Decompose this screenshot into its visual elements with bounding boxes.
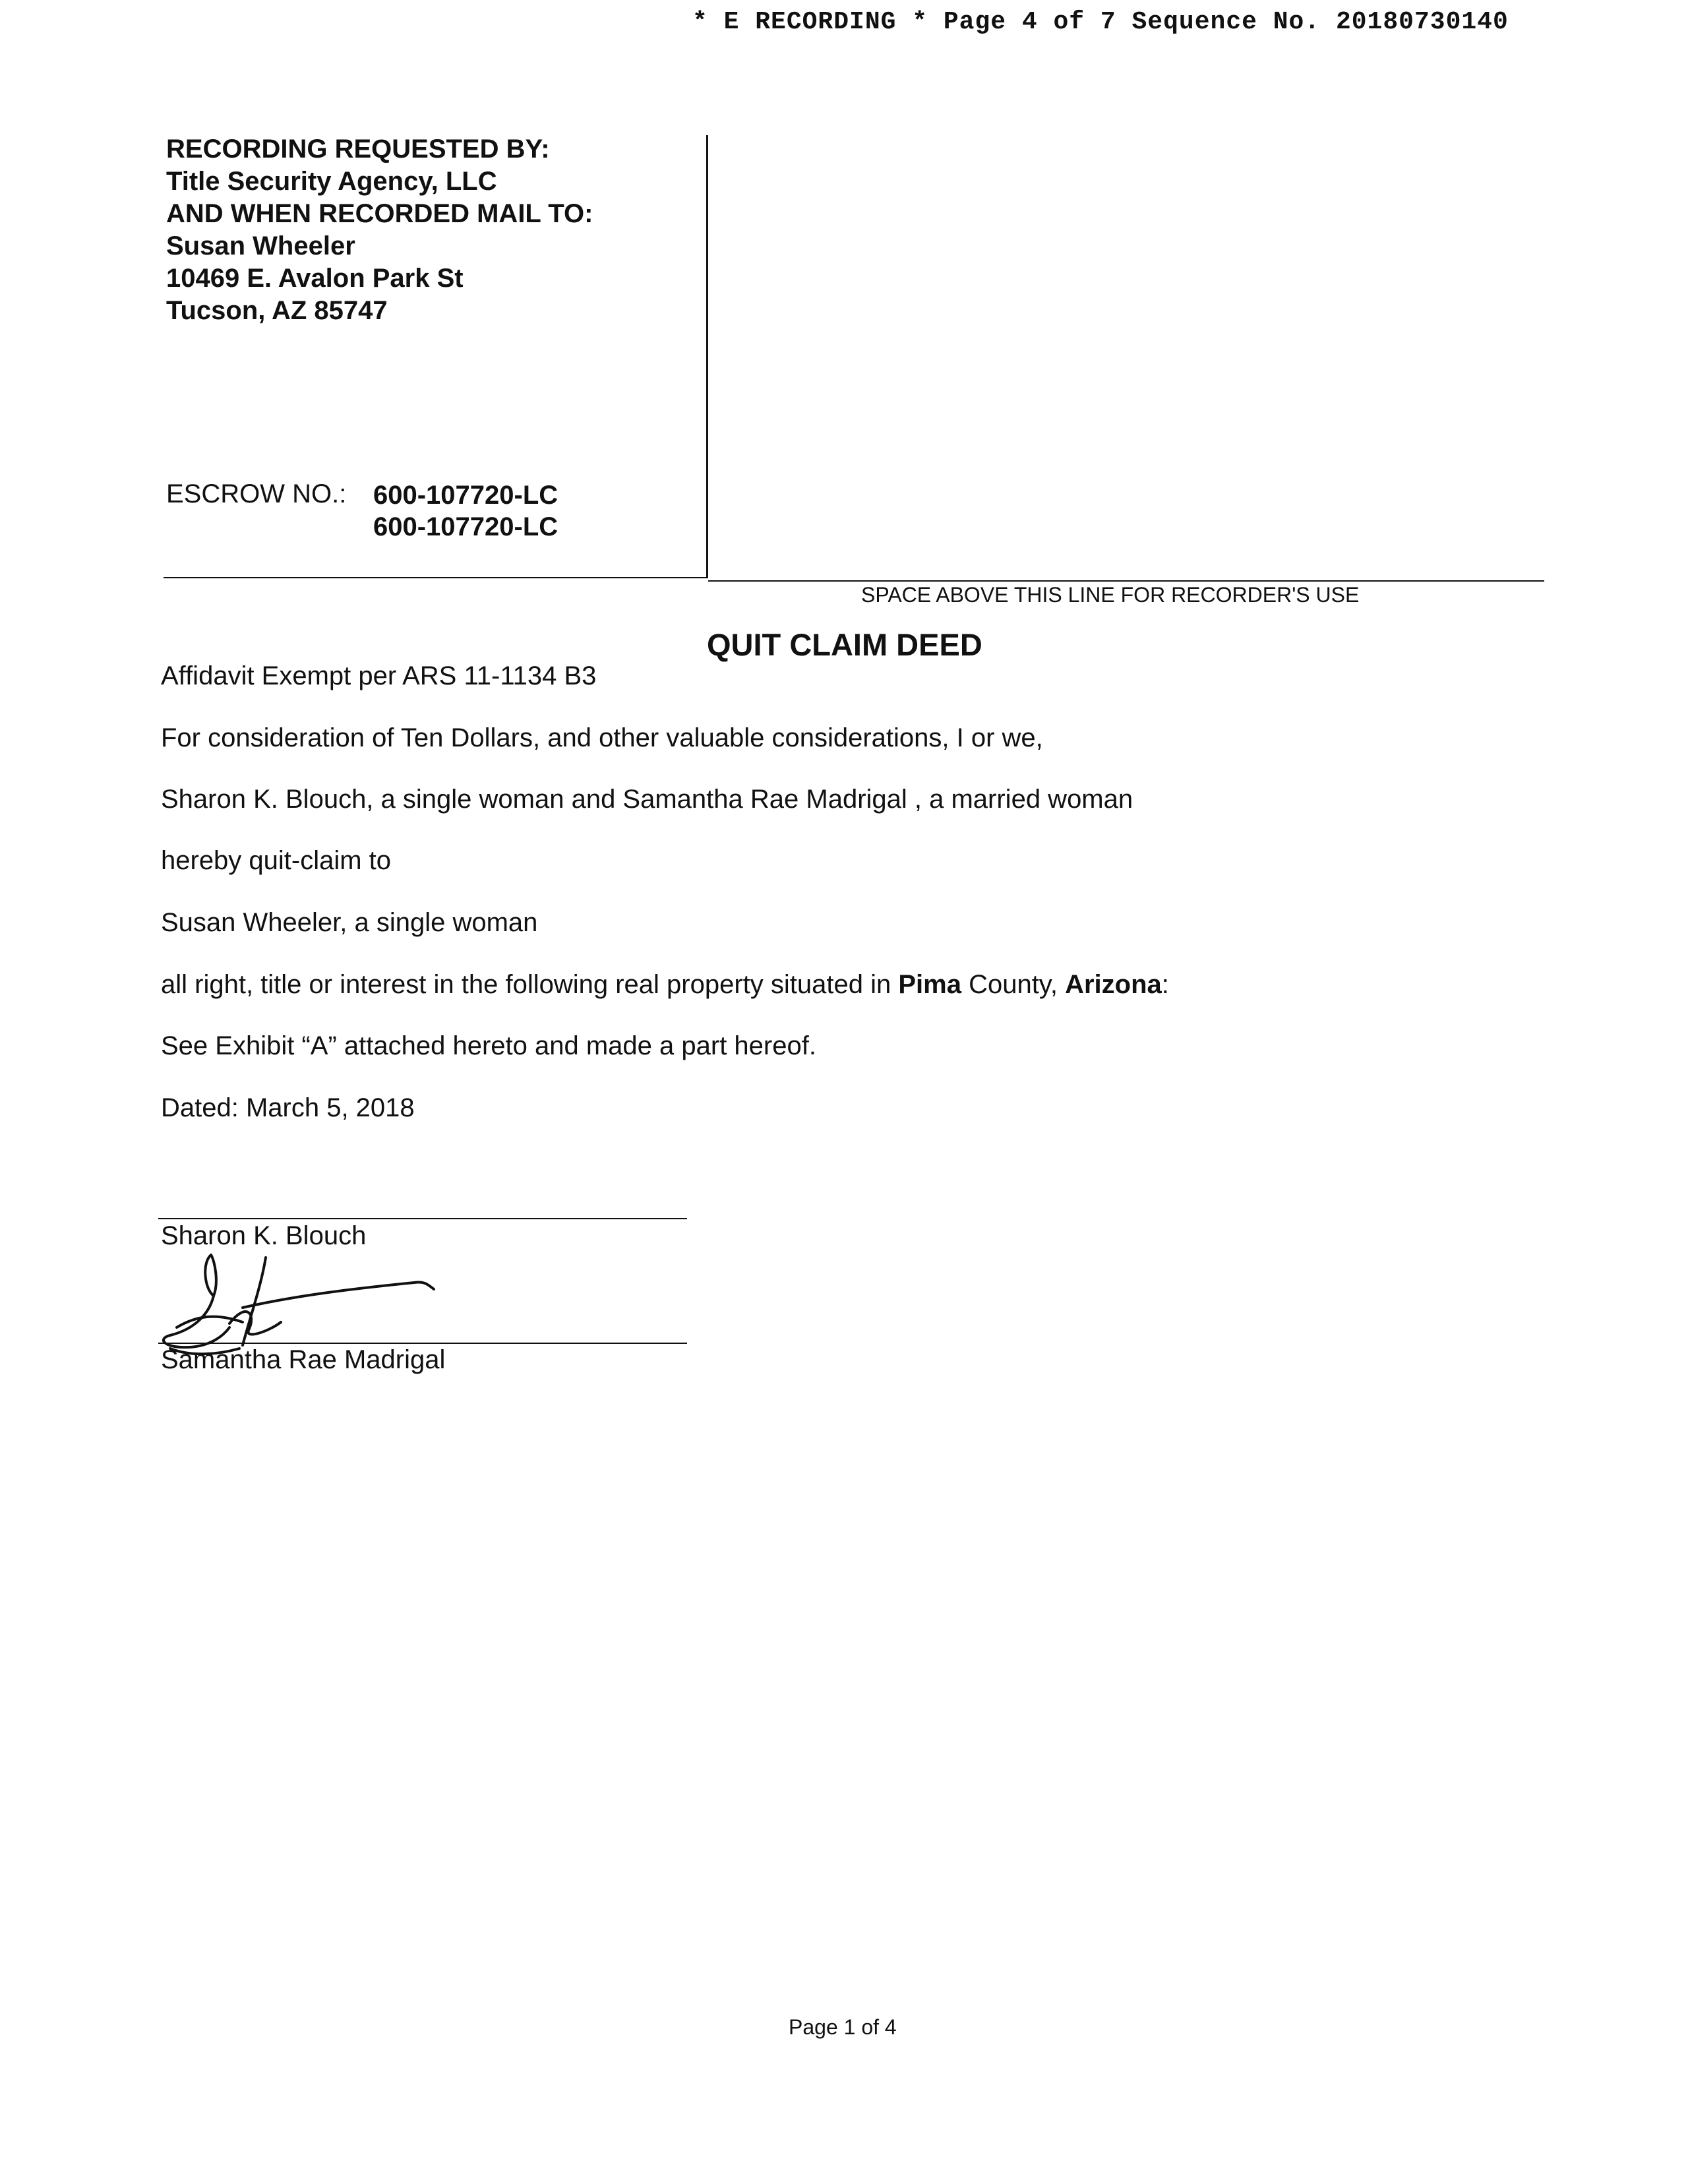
signature-line-1 bbox=[158, 1218, 687, 1219]
requested-by-name: Title Security Agency, LLC bbox=[166, 167, 497, 196]
handwritten-signature bbox=[150, 1250, 447, 1355]
mail-to-city: Tucson, AZ 85747 bbox=[166, 296, 388, 325]
recording-request-block bbox=[166, 133, 593, 327]
page-number: Page 1 of 4 bbox=[789, 2015, 897, 2039]
property-prefix: all right, title or interest in the following real property situated in bbox=[161, 970, 899, 999]
recorder-use-note: SPACE ABOVE THIS LINE FOR RECORDER'S USE bbox=[861, 583, 1360, 607]
county-suffix: County, bbox=[961, 970, 1066, 999]
signer-1-name: Sharon K. Blouch bbox=[161, 1221, 367, 1250]
property-line bbox=[161, 970, 1169, 1000]
grantee-line: Susan Wheeler, a single woman bbox=[161, 908, 538, 937]
recorder-line-right bbox=[708, 580, 1544, 582]
mail-to-label: AND WHEN RECORDED MAIL TO: bbox=[166, 199, 593, 228]
escrow-number: 600-107720-LC bbox=[373, 481, 558, 510]
escrow-label: ESCROW NO.: bbox=[166, 479, 347, 508]
affidavit-line: Affidavit Exempt per ARS 11-1134 B3 bbox=[161, 661, 597, 690]
quit-claim-line: hereby quit-claim to bbox=[161, 846, 392, 875]
recorder-box-divider bbox=[706, 135, 708, 578]
mail-to-name: Susan Wheeler bbox=[166, 231, 355, 260]
state-name: Arizona bbox=[1065, 970, 1162, 999]
dated-line: Dated: March 5, 2018 bbox=[161, 1093, 415, 1122]
state-suffix: : bbox=[1161, 970, 1169, 999]
county-name: Pima bbox=[898, 970, 961, 999]
exhibit-line: See Exhibit “A” attached hereto and made a part hereof. bbox=[161, 1031, 816, 1060]
recording-banner: * E RECORDING * Page 4 of 7 Sequence No. 20180730140 bbox=[692, 8, 1509, 36]
signature-line-2 bbox=[158, 1343, 687, 1344]
requested-by-label: RECORDING REQUESTED BY: bbox=[166, 135, 550, 164]
document-title: QUIT CLAIM DEED bbox=[707, 627, 982, 662]
escrow-number: 600-107720-LC bbox=[373, 512, 558, 541]
consideration-line: For consideration of Ten Dollars, and other valuable considerations, I or we, bbox=[161, 723, 1043, 752]
escrow-numbers bbox=[373, 479, 558, 543]
signer-2-name: Samantha Rae Madrigal bbox=[161, 1345, 446, 1374]
mail-to-street: 10469 E. Avalon Park St bbox=[166, 264, 464, 293]
grantors-line: Sharon K. Blouch, a single woman and Samantha Rae Madrigal , a married woman bbox=[161, 785, 1133, 814]
recorder-line-left bbox=[164, 577, 708, 578]
